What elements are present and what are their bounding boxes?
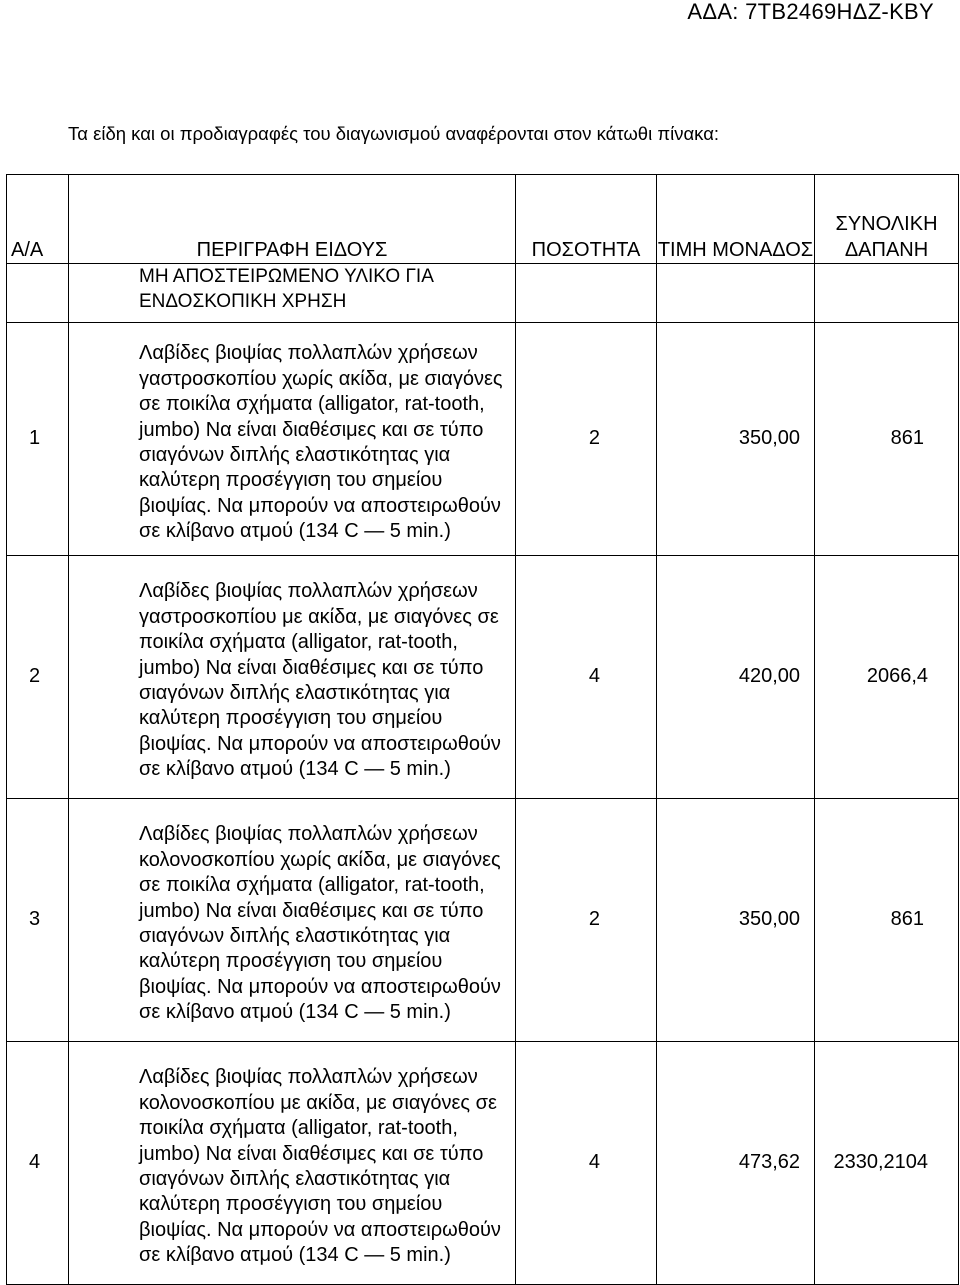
row-description: Λαβίδες βιοψίας πολλαπλών χρήσεων γαστροσκοπίου χωρίς ακίδα, με σιαγόνες σε ποικίλα σχήματα (alligator, rat-tooth, jumbo) Να είναι διαθέσιμες και σε τύπο σιαγόνων διπλής ελαστικότητας για καλύτερη προσέγγιση του σημείου βιοψίας. Να μπορούν να αποστειρωθούν σε κλίβανο ατμού (134 C — 5 min.) bbox=[69, 323, 516, 556]
ada-code: ΑΔΑ: 7ΤΒ2469ΗΔΖ-ΚΒΥ bbox=[687, 0, 934, 24]
table-row bbox=[7, 799, 959, 1042]
row-unit-price: 350,00 bbox=[657, 323, 815, 556]
intro-text: Τα είδη και οι προδιαγραφές του διαγωνισμού αναφέρονται στον κάτωθι πίνακα: bbox=[68, 123, 720, 144]
row-total: 861 bbox=[815, 323, 959, 556]
row-aa: 1 bbox=[7, 323, 69, 556]
table-row bbox=[7, 323, 959, 556]
table-row bbox=[7, 556, 959, 799]
row-quantity: 2 bbox=[516, 799, 657, 1042]
row-total: 861 bbox=[815, 799, 959, 1042]
section-total-cell bbox=[815, 264, 959, 323]
row-unit-price: 473,62 bbox=[657, 1042, 815, 1285]
row-aa: 2 bbox=[7, 556, 69, 799]
section-qty-cell bbox=[516, 264, 657, 323]
row-aa: 3 bbox=[7, 799, 69, 1042]
section-price-cell bbox=[657, 264, 815, 323]
header-quantity: ΠΟΣΟΤΗΤΑ bbox=[516, 175, 657, 264]
row-quantity: 4 bbox=[516, 1042, 657, 1285]
row-quantity: 2 bbox=[516, 323, 657, 556]
row-total: 2066,4 bbox=[815, 556, 959, 799]
header-aa: Α/Α bbox=[7, 175, 69, 264]
section-row bbox=[7, 264, 959, 323]
row-quantity: 4 bbox=[516, 556, 657, 799]
table-header-row bbox=[7, 175, 959, 264]
section-title: ΜΗ ΑΠΟΣΤΕΙΡΩΜΕΝΟ ΥΛΙΚΟ ΓΙΑ ΕΝΔΟΣΚΟΠΙΚΗ ΧΡΗΣΗ bbox=[69, 264, 516, 323]
row-aa: 4 bbox=[7, 1042, 69, 1285]
specifications-table bbox=[6, 174, 959, 1285]
table-row bbox=[7, 1042, 959, 1285]
row-description: Λαβίδες βιοψίας πολλαπλών χρήσεων κολονοσκοπίου χωρίς ακίδα, με σιαγόνες σε ποικίλα σχήματα (alligator, rat-tooth, jumbo) Να είναι διαθέσιμες και σε τύπο σιαγόνων διπλής ελαστικότητας για καλύτερη προσέγγιση του σημείου βιοψίας. Να μπορούν να αποστειρωθούν σε κλίβανο ατμού (134 C — 5 min.) bbox=[69, 799, 516, 1042]
row-unit-price: 350,00 bbox=[657, 799, 815, 1042]
row-total: 2330,2104 bbox=[815, 1042, 959, 1285]
row-description: Λαβίδες βιοψίας πολλαπλών χρήσεων κολονοσκοπίου με ακίδα, με σιαγόνες σε ποικίλα σχήματα (alligator, rat-tooth, jumbo) Να είναι διαθέσιμες και σε τύπο σιαγόνων διπλής ελαστικότητας για καλύτερη προσέγγιση του σημείου βιοψίας. Να μπορούν να αποστειρωθούν σε κλίβανο ατμού (134 C — 5 min.) bbox=[69, 1042, 516, 1285]
section-aa-cell bbox=[7, 264, 69, 323]
header-total-cost: ΣΥΝΟΛΙΚΗ ΔΑΠΑΝΗ bbox=[815, 175, 959, 264]
header-description: ΠΕΡΙΓΡΑΦΗ ΕΙΔΟΥΣ bbox=[69, 175, 516, 264]
row-description: Λαβίδες βιοψίας πολλαπλών χρήσεων γαστροσκοπίου με ακίδα, με σιαγόνες σε ποικίλα σχήματα (alligator, rat-tooth, jumbo) Να είναι διαθέσιμες και σε τύπο σιαγόνων διπλής ελαστικότητας για καλύτερη προσέγγιση του σημείου βιοψίας. Να μπορούν να αποστειρωθούν σε κλίβανο ατμού (134 C — 5 min.) bbox=[69, 556, 516, 799]
row-unit-price: 420,00 bbox=[657, 556, 815, 799]
header-unit-price: ΤΙΜΗ ΜΟΝΑΔΟΣ bbox=[657, 175, 815, 264]
